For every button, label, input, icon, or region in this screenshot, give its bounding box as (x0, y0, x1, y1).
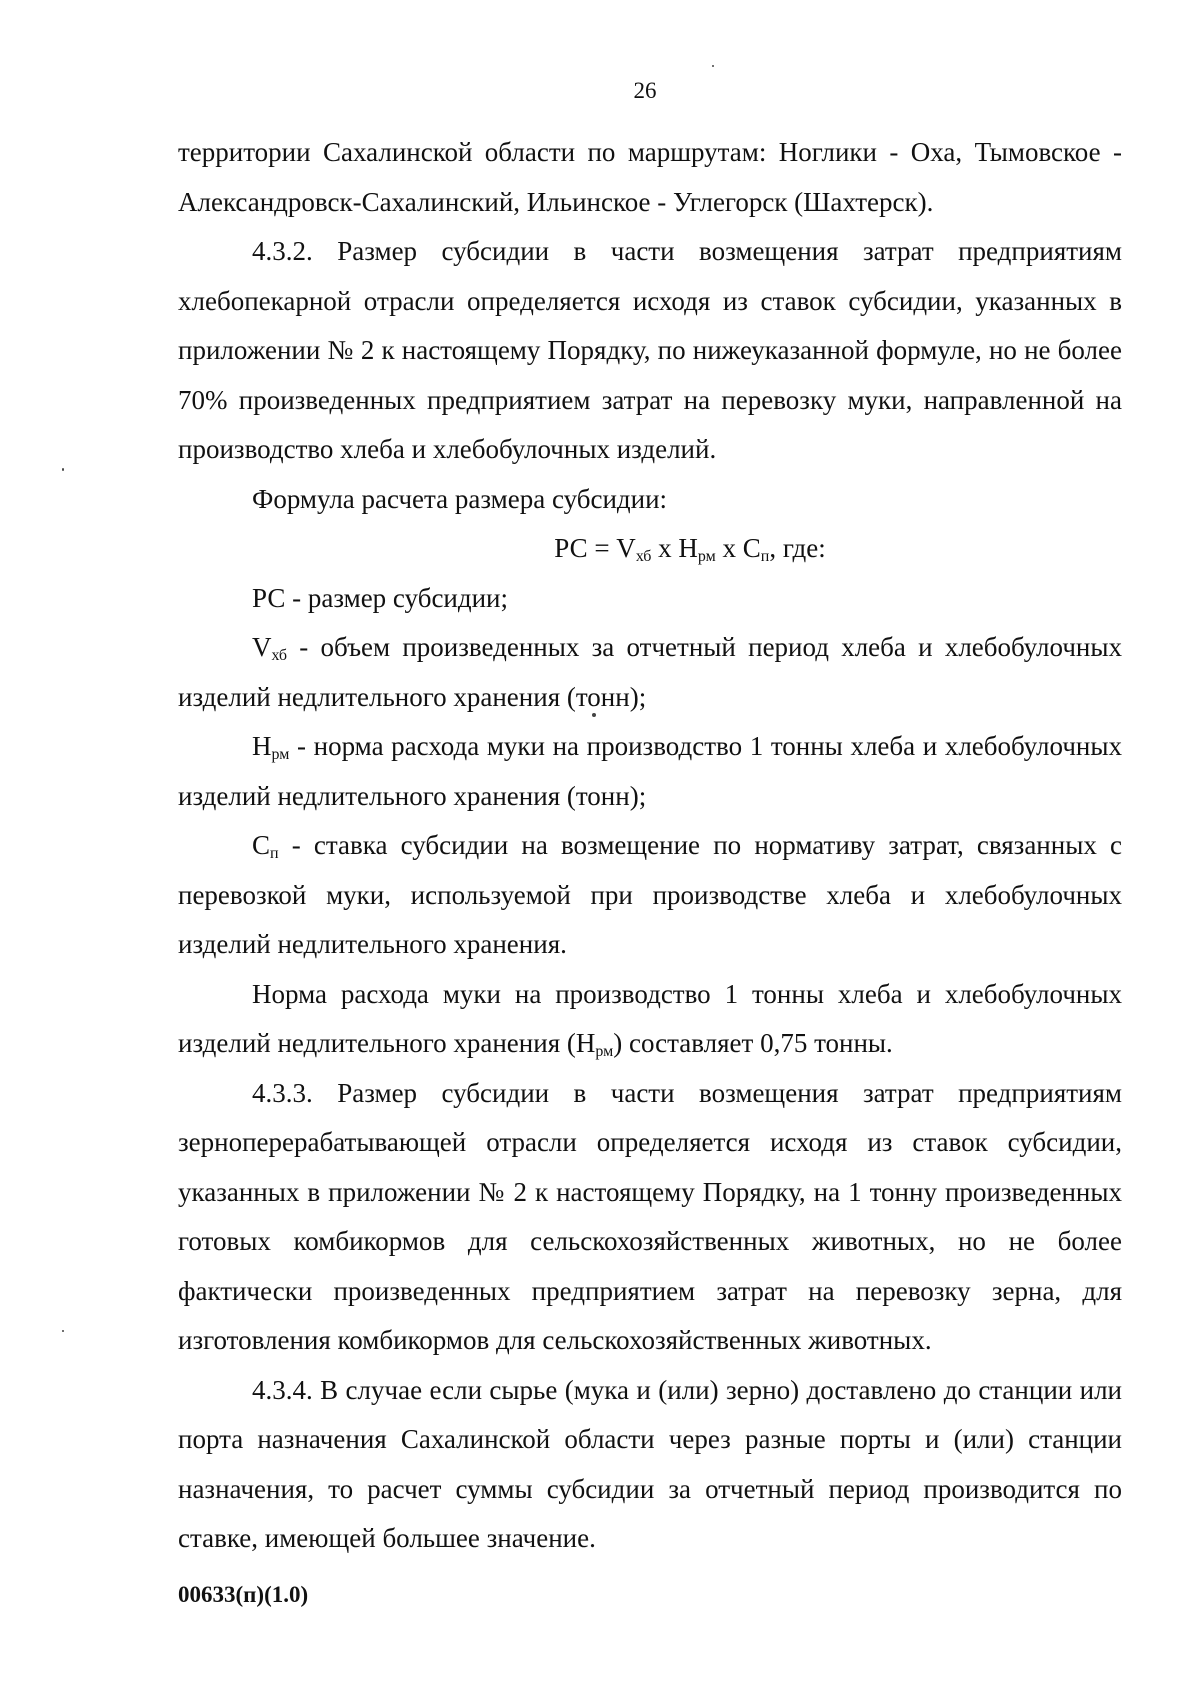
symbol-subscript: рм (271, 746, 290, 763)
norm-text: ) составляет 0,75 тонны. (613, 1028, 893, 1058)
formula-part: РС = V (554, 533, 636, 563)
scan-speck (592, 713, 596, 717)
symbol-subscript: п (270, 845, 279, 862)
norm-statement (178, 970, 1122, 1069)
formula-part: , где: (769, 533, 826, 563)
scan-speck (62, 1330, 64, 1332)
paragraph-continuation: территории Сахалинской области по маршрутам: Ноглики - Оха, Тымовское - Александровск-Сахалинский, Ильинское - Углегорск (Шахтерск). (178, 137, 1122, 217)
definition-rs: РС - размер субсидии; (252, 582, 509, 613)
symbol: Н (252, 731, 272, 761)
document-body (178, 128, 1122, 1564)
symbol: V (252, 632, 272, 662)
norm-text: Норма расхода муки на производство 1 тонны хлеба и хлебобулочных изделий недлительного хранения (Н (178, 978, 1122, 1058)
formula-part: х С (715, 533, 761, 563)
subsidy-formula (178, 524, 1122, 574)
symbol-subscript: рм (595, 1043, 614, 1060)
scan-speck (712, 65, 714, 67)
scan-speck (62, 468, 64, 471)
definition-vxb (178, 623, 1122, 722)
formula-subscript: рм (697, 548, 716, 565)
definition-text: - объем произведенных за отчетный период хлеба и хлебобулочных изделий недлительного хранения (тонн); (178, 632, 1122, 712)
paragraph-4-3-4: 4.3.4. В случае если сырье (мука и (или) зерно) доставлено до станции или порта назначения Сахалинской области через разные порты и (или) станции назначения, то расчет суммы субсидии за отчетный период производится по ставке, имеющей большее значение. (178, 1374, 1122, 1553)
document-code: 00633(п)(1.0) (178, 1582, 309, 1607)
formula-subscript: п (760, 548, 770, 565)
formula-subscript: хб (635, 548, 652, 565)
formula-part: х Н (651, 533, 698, 563)
symbol: С (252, 830, 271, 860)
formula-heading: Формула расчета размера субсидии: (252, 483, 668, 514)
definition-text: - ставка субсидии на возмещение по нормативу затрат, связанных с перевозкой муки, используемой при производстве хлеба и хлебобулочных изделий недлительного хранения. (178, 830, 1122, 959)
paragraph-4-3-3: 4.3.3. Размер субсидии в части возмещения затрат предприятиям зерноперерабатывающей отрасли определяется исходя из ставок субсидии, указанных в приложении № 2 к настоящему Порядку, на 1 тонну произведенных готовых комбикормов для сельскохозяйственных животных, но не более фактически произведенных предприятием затрат на перевозку зерна, для изготовления комбикормов для сельскохозяйственных животных. (178, 1077, 1122, 1355)
page-number: 26 (633, 78, 657, 103)
definition-cp (178, 821, 1122, 970)
definition-text: - норма расхода муки на производство 1 тонны хлеба и хлебобулочных изделий недлительного хранения (тонн); (178, 731, 1122, 811)
definition-nrm (178, 722, 1122, 821)
paragraph-4-3-2: 4.3.2. Размер субсидии в части возмещения затрат предприятиям хлебопекарной отрасли определяется исходя из ставок субсидии, указанных в приложении № 2 к настоящему Порядку, по нижеуказанной формуле, но не более 70% произведенных предприятием затрат на перевозку муки, направленной на производство хлеба и хлебобулочных изделий. (178, 236, 1122, 464)
symbol-subscript: хб (271, 647, 288, 664)
